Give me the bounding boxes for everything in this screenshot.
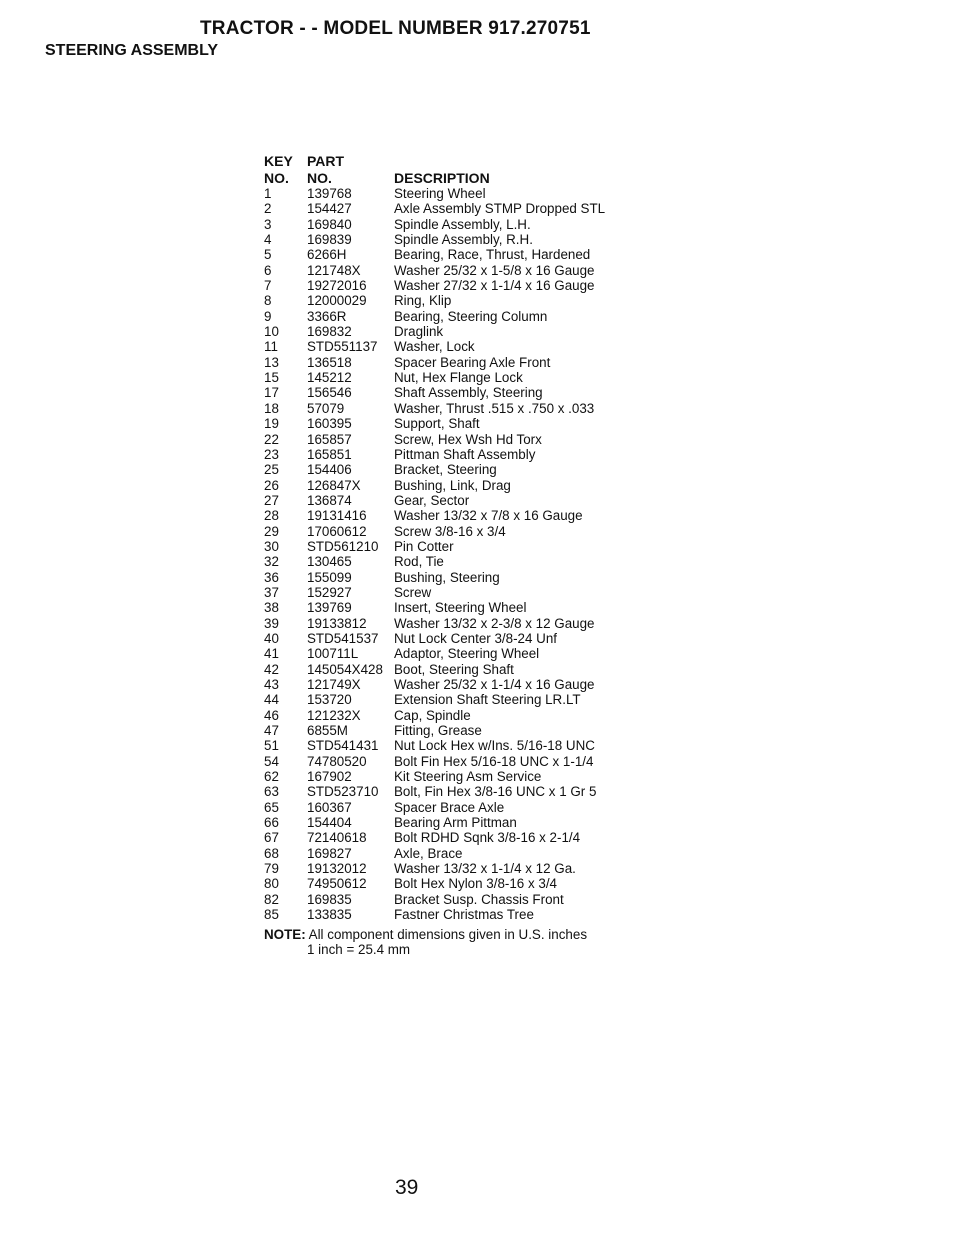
part-description: Bracket Susp. Chassis Front (394, 891, 564, 907)
part-no: 145212 (307, 370, 352, 386)
key-no: 11 (264, 339, 278, 355)
part-description: Spacer Brace Axle (394, 799, 505, 815)
part-description: Bolt Hex Nylon 3/8-16 x 3/4 (394, 876, 558, 892)
part-no: 74780520 (307, 753, 367, 769)
table-row (264, 600, 605, 615)
part-no: 169827 (307, 845, 352, 861)
description-header: DESCRIPTION (394, 169, 490, 186)
part-no: 165851 (307, 446, 352, 462)
part-no: 3366R (307, 308, 347, 324)
table-row (264, 892, 605, 907)
table-row (264, 570, 605, 585)
table-row (264, 232, 605, 247)
page-number: 39 (395, 1176, 419, 1199)
parts-rows (264, 186, 605, 923)
key-no: 3 (264, 216, 272, 232)
table-row (264, 554, 605, 569)
key-no: 51 (264, 738, 279, 754)
header-row-1 (264, 153, 605, 170)
key-no: 1 (264, 186, 272, 201)
header-row-2 (264, 170, 605, 187)
table-row (264, 508, 605, 523)
key-no: 68 (264, 845, 279, 861)
part-no: 156546 (307, 385, 352, 401)
table-row (264, 524, 605, 539)
key-no: 19 (264, 416, 279, 432)
part-no: 6266H (307, 247, 347, 263)
part-description: Extension Shaft Steering LR.LT (394, 692, 581, 708)
table-row (264, 493, 605, 508)
table-row (264, 784, 605, 799)
part-description: Ring, Klip (394, 293, 452, 309)
part-description: Screw (394, 584, 432, 600)
section-subtitle: STEERING ASSEMBLY (45, 42, 219, 59)
part-header-line1: PART (307, 153, 345, 169)
part-no: 74950612 (307, 876, 367, 892)
key-no: 41 (264, 646, 279, 662)
note-label: NOTE: (264, 926, 306, 942)
part-description: Bushing, Steering (394, 569, 500, 585)
key-no: 10 (264, 324, 279, 340)
part-no: 165857 (307, 431, 352, 447)
part-no: STD541431 (307, 738, 379, 754)
note-text: All component dimensions given in U.S. inches (308, 926, 588, 942)
table-row (264, 539, 605, 554)
note (264, 927, 605, 958)
part-no: 155099 (307, 569, 352, 585)
part-description: Bracket, Steering (394, 462, 497, 478)
part-no: 145054X428 (307, 661, 383, 677)
part-description: Boot, Steering Shaft (394, 661, 514, 677)
table-row (264, 401, 605, 416)
part-no: 121748X (307, 262, 361, 278)
key-no: 42 (264, 661, 279, 677)
key-no: 79 (264, 861, 279, 877)
key-no: 18 (264, 400, 279, 416)
key-no: 25 (264, 462, 279, 478)
key-no: 29 (264, 523, 279, 539)
part-description: Axle Assembly STMP Dropped STL (394, 201, 606, 217)
key-no: 8 (264, 293, 272, 309)
part-no: 169839 (307, 232, 352, 248)
part-description: Insert, Steering Wheel (394, 600, 527, 616)
key-no: 85 (264, 907, 279, 923)
table-row (264, 754, 605, 769)
part-no: 19133812 (307, 615, 367, 631)
part-no: 139769 (307, 600, 352, 616)
table-row (264, 876, 605, 891)
part-no: 6855M (307, 723, 348, 739)
part-description: Draglink (394, 324, 444, 340)
table-row (264, 385, 605, 400)
table-row (264, 769, 605, 784)
part-no: 154404 (307, 815, 352, 831)
part-description: Bearing, Steering Column (394, 308, 548, 324)
table-row (264, 217, 605, 232)
key-no: 7 (264, 278, 272, 294)
table-row (264, 416, 605, 431)
table-row (264, 263, 605, 278)
part-description: Spacer Bearing Axle Front (394, 354, 551, 370)
part-description: Shaft Assembly, Steering (394, 385, 543, 401)
part-no: 17060612 (307, 523, 367, 539)
table-row (264, 861, 605, 876)
table-row (264, 462, 605, 477)
table-row (264, 846, 605, 861)
table-row (264, 201, 605, 216)
part-description: Bolt, Fin Hex 3/8-16 UNC x 1 Gr 5 (394, 784, 597, 800)
key-no: 44 (264, 692, 279, 708)
table-row (264, 585, 605, 600)
key-no: 26 (264, 477, 279, 493)
part-no: 160395 (307, 416, 352, 432)
part-no: 153720 (307, 692, 352, 708)
part-description: Washer 25/32 x 1-5/8 x 16 Gauge (394, 262, 595, 278)
key-no: 46 (264, 707, 279, 723)
table-row (264, 478, 605, 493)
key-no: 65 (264, 799, 279, 815)
part-no: 139768 (307, 186, 352, 201)
part-no: 19131416 (307, 508, 367, 524)
part-description: Washer 13/32 x 7/8 x 16 Gauge (394, 508, 583, 524)
key-no: 63 (264, 784, 279, 800)
part-no: 136518 (307, 354, 352, 370)
part-no: 19132012 (307, 861, 367, 877)
part-description: Axle, Brace (394, 845, 463, 861)
note-line-1 (264, 927, 605, 943)
key-no: 39 (264, 615, 279, 631)
part-description: Spindle Assembly, L.H. (394, 216, 531, 232)
part-no: 121749X (307, 677, 361, 692)
part-no: 169832 (307, 324, 352, 340)
part-description: Nut Lock Center 3/8-24 Unf (394, 630, 558, 646)
part-description: Gear, Sector (394, 492, 470, 508)
table-row (264, 432, 605, 447)
table-row (264, 646, 605, 661)
part-description: Spindle Assembly, R.H. (394, 232, 533, 248)
table-row (264, 677, 605, 692)
part-no: 154406 (307, 462, 352, 478)
table-row (264, 815, 605, 830)
part-no: 121232X (307, 707, 361, 723)
key-header-line1: KEY (264, 153, 293, 169)
part-no: 154427 (307, 201, 352, 217)
part-description: Fitting, Grease (394, 723, 482, 739)
key-no: 43 (264, 677, 279, 692)
key-no: 54 (264, 753, 279, 769)
key-no: 2 (264, 201, 272, 217)
part-description: Kit Steering Asm Service (394, 769, 542, 785)
table-row (264, 247, 605, 262)
table-row (264, 278, 605, 293)
table-row (264, 324, 605, 339)
table-row (264, 339, 605, 354)
part-no: 133835 (307, 907, 352, 923)
part-no: 136874 (307, 492, 352, 508)
key-no: 67 (264, 830, 279, 846)
part-description: Adaptor, Steering Wheel (394, 646, 540, 662)
table-row (264, 830, 605, 845)
key-no: 40 (264, 630, 279, 646)
key-no: 38 (264, 600, 279, 616)
part-no: 152927 (307, 584, 352, 600)
part-no: 57079 (307, 400, 345, 416)
table-row (264, 447, 605, 462)
key-no: 80 (264, 876, 279, 892)
part-description: Pin Cotter (394, 538, 454, 554)
part-no: 169840 (307, 216, 352, 232)
part-description: Washer, Lock (394, 339, 475, 355)
part-no: 100711L (307, 646, 359, 662)
page-title: TRACTOR - - MODEL NUMBER 917.270751 (200, 18, 591, 39)
table-row (264, 708, 605, 723)
table-row (264, 907, 605, 922)
note-line-2: 1 inch = 25.4 mm (307, 942, 411, 957)
key-no: 9 (264, 308, 272, 324)
table-row (264, 355, 605, 370)
table-row (264, 662, 605, 677)
key-no: 37 (264, 584, 279, 600)
part-description: Screw 3/8-16 x 3/4 (394, 523, 506, 539)
part-no: 130465 (307, 554, 352, 570)
key-no: 4 (264, 232, 272, 248)
part-description: Washer, Thrust .515 x .750 x .033 (394, 400, 595, 416)
table-row (264, 692, 605, 707)
part-no: STD551137 (307, 339, 378, 355)
key-no: 6 (264, 262, 272, 278)
table-row (264, 186, 605, 201)
part-no: 126847X (307, 477, 361, 493)
key-no: 5 (264, 247, 272, 263)
part-description: Washer 13/32 x 1-1/4 x 12 Ga. (394, 861, 576, 877)
key-no: 27 (264, 492, 279, 508)
part-description: Bolt RDHD Sqnk 3/8-16 x 2-1/4 (394, 830, 581, 846)
key-no: 47 (264, 723, 279, 739)
key-no: 36 (264, 569, 279, 585)
part-description: Bushing, Link, Drag (394, 477, 511, 493)
key-no: 32 (264, 554, 279, 570)
part-description: Fastner Christmas Tree (394, 907, 534, 923)
key-no: 17 (264, 385, 279, 401)
part-description: Washer 25/32 x 1-1/4 x 16 Gauge (394, 677, 595, 692)
key-no: 13 (264, 354, 279, 370)
table-row (264, 309, 605, 324)
part-header-line2: NO. (307, 169, 332, 186)
part-description: Washer 13/32 x 2-3/8 x 12 Gauge (394, 615, 595, 631)
part-description: Bearing, Race, Thrust, Hardened (394, 247, 591, 263)
part-description: Screw, Hex Wsh Hd Torx (394, 431, 542, 447)
key-no: 28 (264, 508, 279, 524)
part-description: Washer 27/32 x 1-1/4 x 16 Gauge (394, 278, 595, 294)
part-description: Support, Shaft (394, 416, 480, 432)
part-no: STD541537 (307, 630, 379, 646)
part-description: Rod, Tie (394, 554, 444, 570)
part-no: 169835 (307, 891, 352, 907)
table-row (264, 800, 605, 815)
part-no: 12000029 (307, 293, 367, 309)
key-no: 66 (264, 815, 279, 831)
table-row (264, 370, 605, 385)
part-no: STD523710 (307, 784, 379, 800)
part-no: 72140618 (307, 830, 367, 846)
key-no: 23 (264, 446, 279, 462)
table-row (264, 738, 605, 753)
key-no: 82 (264, 891, 279, 907)
key-no: 22 (264, 431, 279, 447)
part-no: 167902 (307, 769, 352, 785)
key-header-line2: NO. (264, 169, 289, 186)
table-row (264, 723, 605, 738)
part-description: Steering Wheel (394, 186, 486, 201)
table-row (264, 631, 605, 646)
table-row (264, 616, 605, 631)
part-no: 160367 (307, 799, 352, 815)
part-no: STD561210 (307, 538, 379, 554)
part-description: Bolt Fin Hex 5/16-18 UNC x 1-1/4 (394, 753, 594, 769)
part-description: Pittman Shaft Assembly (394, 446, 536, 462)
key-no: 62 (264, 769, 279, 785)
parts-list (264, 153, 605, 958)
key-no: 15 (264, 370, 279, 386)
part-description: Nut Lock Hex w/Ins. 5/16-18 UNC (394, 738, 595, 754)
part-description: Cap, Spindle (394, 707, 471, 723)
part-description: Bearing Arm Pittman (394, 815, 517, 831)
key-no: 30 (264, 538, 279, 554)
table-row (264, 293, 605, 308)
part-no: 19272016 (307, 278, 367, 294)
part-description: Nut, Hex Flange Lock (394, 370, 523, 386)
